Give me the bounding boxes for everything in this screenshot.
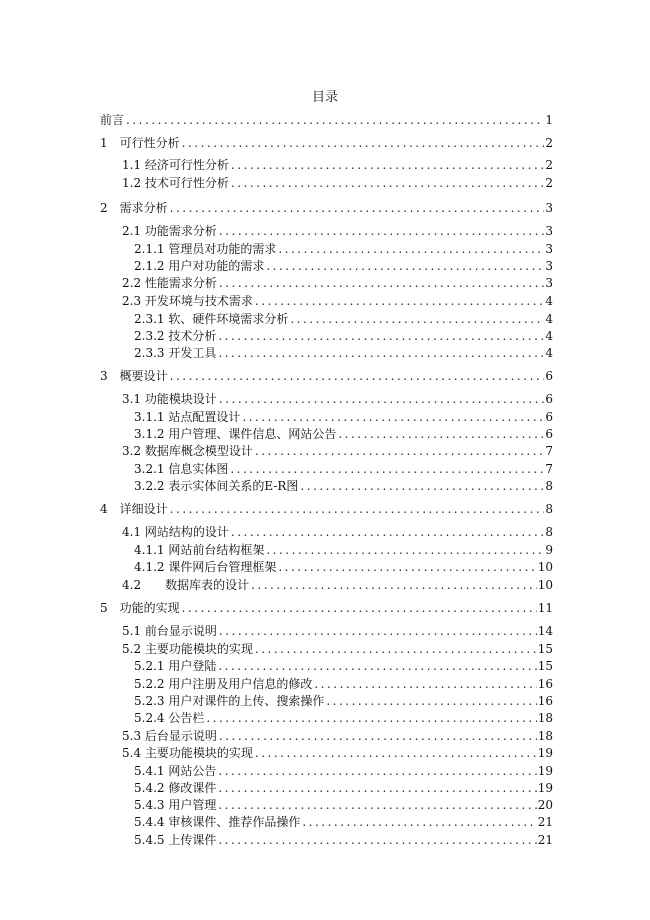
toc-entry[interactable] <box>134 796 553 812</box>
toc-entry-page: 20 <box>537 798 553 812</box>
toc-entry[interactable] <box>122 523 553 539</box>
toc-entry-page: 18 <box>537 729 553 743</box>
toc-entry[interactable] <box>134 762 553 778</box>
dot-leader <box>182 136 545 150</box>
dot-leader <box>218 833 536 847</box>
dot-leader <box>290 312 544 326</box>
toc-entry-label: 2.1.2 用户对功能的需求 <box>134 259 265 273</box>
toc-entry[interactable] <box>134 327 553 343</box>
toc-entry[interactable] <box>122 156 553 172</box>
dot-leader <box>219 276 544 290</box>
dot-leader <box>231 176 544 190</box>
toc-entry-label: 3.2.1 信息实体图 <box>134 462 229 476</box>
toc-entry-page: 3 <box>545 201 553 215</box>
toc-entry-page: 18 <box>537 711 553 725</box>
toc-entry-label: 2.3.1 软、硬件环境需求分析 <box>134 312 289 326</box>
dot-leader <box>242 410 544 424</box>
toc-entry-page: 7 <box>545 462 553 476</box>
toc-entry[interactable] <box>122 744 553 760</box>
toc-entry-page: 21 <box>537 815 553 829</box>
toc-entry-page: 4 <box>545 294 553 308</box>
dot-leader <box>255 444 544 458</box>
dot-leader <box>218 798 536 812</box>
toc-entry-page: 8 <box>545 502 553 516</box>
toc-entry-label: 2.1 功能需求分析 <box>122 224 217 238</box>
dot-leader <box>126 113 544 127</box>
toc-entry[interactable] <box>122 292 553 308</box>
toc-entry-page: 15 <box>537 659 553 673</box>
toc-entry-label: 3.2.2 表示实体间关系的E-R图 <box>134 479 299 493</box>
dot-leader <box>218 659 536 673</box>
dot-leader <box>251 578 537 592</box>
dot-leader <box>266 543 544 557</box>
dot-leader <box>231 525 544 539</box>
toc-entry[interactable] <box>122 174 553 190</box>
dot-leader <box>219 392 544 406</box>
toc-entry-label: 2.3.3 开发工具 <box>134 346 217 360</box>
toc-entry-page: 1 <box>545 113 553 127</box>
toc-entry[interactable] <box>134 425 553 441</box>
toc-entry[interactable] <box>122 390 553 406</box>
toc-entry[interactable] <box>122 576 553 592</box>
dot-leader <box>314 677 536 691</box>
toc-title: 目录 <box>311 90 338 105</box>
dot-leader <box>255 746 537 760</box>
toc-entry-page: 7 <box>545 444 553 458</box>
toc-entry[interactable] <box>134 831 553 847</box>
toc-entry-label: 2 需求分析 <box>100 201 168 215</box>
toc-entry-label: 5.2 主要功能模块的实现 <box>122 642 253 656</box>
dot-leader <box>302 815 536 829</box>
toc-entry-label: 4.1 网站结构的设计 <box>122 525 229 539</box>
toc-entry-label: 2.3.2 技术分析 <box>134 329 217 343</box>
toc-entry-label: 5.2.1 用户登陆 <box>134 659 217 673</box>
toc-entry[interactable] <box>122 727 553 743</box>
toc-entry-page: 6 <box>545 427 553 441</box>
toc-entry[interactable] <box>100 111 553 127</box>
dot-leader <box>255 642 537 656</box>
toc-entry-label: 4.1.2 课件网后台管理框架 <box>134 560 277 574</box>
dot-leader <box>218 764 536 778</box>
dot-leader <box>326 694 536 708</box>
toc-entry-page: 15 <box>537 642 553 656</box>
toc-entry-page: 9 <box>545 543 553 557</box>
toc-entry-label: 5.1 前台显示说明 <box>122 624 217 638</box>
toc-entry-label: 4 详细设计 <box>100 502 168 516</box>
toc-entry-page: 2 <box>545 176 553 190</box>
toc-entry[interactable] <box>100 199 553 215</box>
toc-entry-label: 2.2 性能需求分析 <box>122 276 217 290</box>
toc-entry-label: 2.3 开发环境与技术需求 <box>122 294 253 308</box>
dot-leader <box>219 729 537 743</box>
toc-entry-page: 14 <box>537 624 553 638</box>
dot-leader <box>219 624 537 638</box>
toc-entry[interactable] <box>134 344 553 360</box>
toc-entry[interactable] <box>122 640 553 656</box>
toc-entry-page: 2 <box>545 158 553 172</box>
toc-entry[interactable] <box>134 558 553 574</box>
dot-leader <box>218 781 536 795</box>
toc-entry-page: 19 <box>537 746 553 760</box>
toc-entry-label: 1 可行性分析 <box>100 136 180 150</box>
toc-entry-page: 21 <box>537 833 553 847</box>
toc-entry-page: 8 <box>545 525 553 539</box>
toc-entry[interactable] <box>100 599 553 615</box>
toc-entry[interactable] <box>122 442 553 458</box>
toc-entry[interactable] <box>134 779 553 795</box>
toc-entry[interactable] <box>134 692 553 708</box>
toc-entry-page: 11 <box>537 601 553 615</box>
dot-leader <box>170 201 545 215</box>
toc-entry-label: 5.4.3 用户管理 <box>134 798 217 812</box>
toc-entry[interactable] <box>122 274 553 290</box>
toc-entry[interactable] <box>134 657 553 673</box>
toc-entry-page: 6 <box>545 392 553 406</box>
toc-entry[interactable] <box>134 460 553 476</box>
dot-leader <box>219 224 544 238</box>
toc-entry-label: 3 概要设计 <box>100 369 168 383</box>
toc-entry-label: 4.1.1 网站前台结构框架 <box>134 543 265 557</box>
toc-entry-page: 10 <box>537 578 553 592</box>
toc-entry-page: 10 <box>537 560 553 574</box>
toc-entry-label: 5.3 后台显示说明 <box>122 729 217 743</box>
dot-leader <box>300 479 544 493</box>
dot-leader <box>278 560 536 574</box>
toc-entry-page: 4 <box>545 312 553 326</box>
toc-entry[interactable] <box>134 813 553 829</box>
toc-entry-page: 3 <box>545 276 553 290</box>
toc-entry-label: 3.2 数据库概念模型设计 <box>122 444 253 458</box>
toc-entry-page: 3 <box>545 224 553 238</box>
toc-entry-page: 6 <box>545 410 553 424</box>
toc-entry-page: 16 <box>537 694 553 708</box>
toc-entry-label: 5.2.4 公告栏 <box>134 711 205 725</box>
dot-leader <box>266 259 544 273</box>
toc-entry[interactable] <box>100 367 553 383</box>
toc-entry-page: 19 <box>537 764 553 778</box>
toc-entry-label: 5.4.1 网站公告 <box>134 764 217 778</box>
toc-entry-label: 5.2.2 用户注册及用户信息的修改 <box>134 677 313 691</box>
toc-entry-page: 4 <box>545 329 553 343</box>
toc-entry[interactable] <box>134 408 553 424</box>
toc-entry-label: 1.2 技术可行性分析 <box>122 176 229 190</box>
dot-leader <box>182 601 537 615</box>
toc-entry-label: 5.2.3 用户对课件的上传、搜索操作 <box>134 694 325 708</box>
dot-leader <box>218 329 544 343</box>
toc-entry-label: 5 功能的实现 <box>100 601 180 615</box>
toc-entry-page: 3 <box>545 242 553 256</box>
dot-leader <box>231 158 544 172</box>
dot-leader <box>170 369 545 383</box>
toc-entry-page: 8 <box>545 479 553 493</box>
toc-entry-label: 1.1 经济可行性分析 <box>122 158 229 172</box>
toc-entry[interactable] <box>134 240 553 256</box>
toc-entry[interactable] <box>100 134 553 150</box>
toc-entry-page: 2 <box>545 136 553 150</box>
dot-leader <box>230 462 544 476</box>
toc-entry-page: 4 <box>545 346 553 360</box>
toc-entry[interactable] <box>134 709 553 725</box>
dot-leader <box>255 294 544 308</box>
dot-leader <box>170 502 545 516</box>
toc-entry-label: 3.1.1 站点配置设计 <box>134 410 241 424</box>
toc-entry[interactable] <box>134 477 553 493</box>
dot-leader <box>278 242 544 256</box>
toc-entry-label: 3.1 功能模块设计 <box>122 392 217 406</box>
toc-entry[interactable] <box>134 310 553 326</box>
toc-entry[interactable] <box>134 541 553 557</box>
toc-entry[interactable] <box>122 222 553 238</box>
dot-leader <box>338 427 544 441</box>
toc-entry-page: 6 <box>545 369 553 383</box>
toc-entry-label: 5.4.5 上传课件 <box>134 833 217 847</box>
toc-entry-label: 前言 <box>100 113 125 127</box>
toc-entry[interactable] <box>134 257 553 273</box>
dot-leader <box>218 346 544 360</box>
toc-entry-label: 5.4 主要功能模块的实现 <box>122 746 253 760</box>
toc-entry-label: 3.1.2 用户管理、课件信息、网站公告 <box>134 427 337 441</box>
toc-entry-label: 2.1.1 管理员对功能的需求 <box>134 242 277 256</box>
toc-entry-page: 19 <box>537 781 553 795</box>
toc-entry-page: 16 <box>537 677 553 691</box>
toc-entry[interactable] <box>134 675 553 691</box>
toc-entry[interactable] <box>122 622 553 638</box>
toc-entry-label: 5.4.2 修改课件 <box>134 781 217 795</box>
toc-entry-label: 5.4.4 审核课件、推荐作品操作 <box>134 815 301 829</box>
dot-leader <box>206 711 536 725</box>
toc-entry-label: 4.2 数据库表的设计 <box>122 578 250 592</box>
toc-entry[interactable] <box>100 500 553 516</box>
toc-entry-page: 3 <box>545 259 553 273</box>
